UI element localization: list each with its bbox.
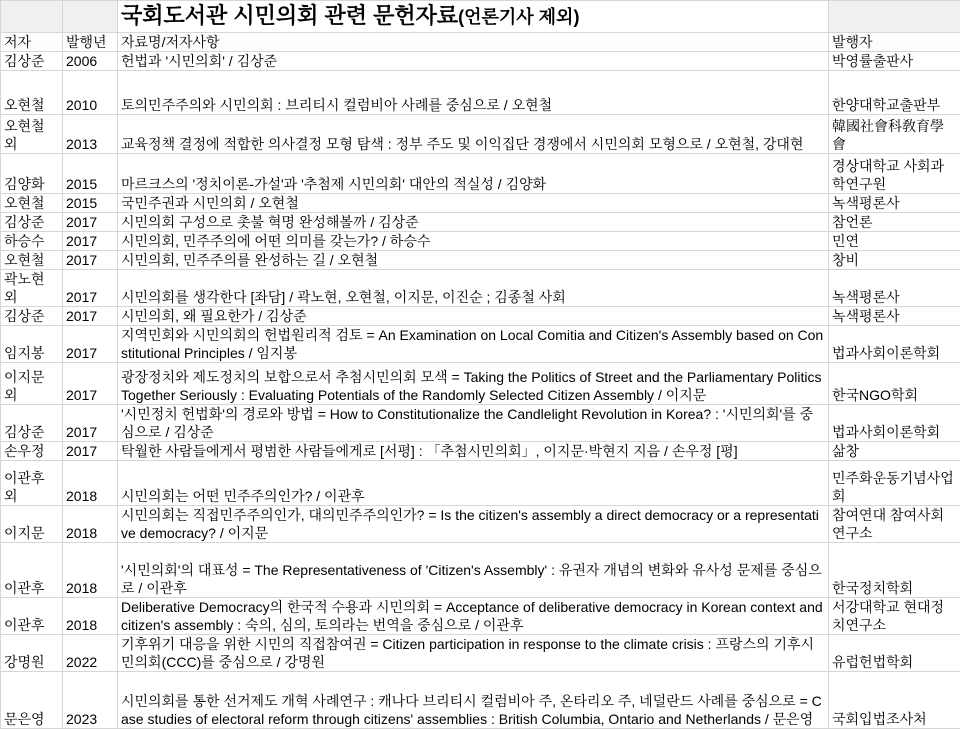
author-cell[interactable]: 이관후 — [1, 543, 63, 598]
author-cell[interactable]: 하승수 — [1, 232, 63, 251]
title-cell[interactable]: 탁월한 사람들에게서 평범한 사람들에게로 [서평] : 「추첨시민의회」, 이지문·박현지 지음 / 손우정 [평] — [118, 442, 829, 461]
publisher-cell[interactable]: 한국정치학회 — [829, 543, 960, 598]
publisher-cell[interactable]: 창비 — [829, 251, 960, 270]
title-cell[interactable]: 시민의회, 민주주의를 완성하는 길 / 오현철 — [118, 251, 829, 270]
author-cell[interactable]: 강명원 — [1, 635, 63, 672]
title-cell[interactable]: 시민의회를 통한 선거제도 개혁 사례연구 : 캐나다 브리티시 컬럼비아 주, 온타리오 주, 네덜란드 사례를 중심으로 = Case studies of electoral reform through citizens' assemblies : British Columbia, Ontario and Netherlands / 문은영 — [118, 672, 829, 729]
publisher-cell[interactable]: 서강대학교 현대정치연구소 — [829, 598, 960, 635]
author-cell[interactable]: 오현철 외 — [1, 115, 63, 154]
title-cell[interactable]: Deliberative Democracy의 한국적 수용과 시민의회 = Acceptance of deliberative democracy in Korean context and citizen's assembly : 숙의, 심의, 토의라는 번역을 중심으로 / 이관후 — [118, 598, 829, 635]
year-cell[interactable]: 2017 — [63, 363, 118, 405]
publisher-cell[interactable]: 국회입법조사처 — [829, 672, 960, 729]
author-cell[interactable]: 김상준 — [1, 405, 63, 442]
publisher-cell[interactable]: 민연 — [829, 232, 960, 251]
year-cell[interactable]: 2017 — [63, 405, 118, 442]
year-cell[interactable]: 2017 — [63, 232, 118, 251]
year-cell[interactable]: 2018 — [63, 543, 118, 598]
title-cell[interactable]: 시민의회, 왜 필요한가 / 김상준 — [118, 307, 829, 326]
table-row — [1, 405, 960, 442]
author-cell[interactable]: 문은영 — [1, 672, 63, 729]
table-body — [1, 1, 960, 729]
year-cell[interactable]: 2015 — [63, 154, 118, 194]
publisher-cell[interactable]: 참언론 — [829, 213, 960, 232]
title-cell[interactable]: 시민의회는 어떤 민주주의인가? / 이관후 — [118, 461, 829, 506]
table-row — [1, 442, 960, 461]
year-cell[interactable]: 2022 — [63, 635, 118, 672]
table-row — [1, 326, 960, 363]
header-row — [1, 33, 960, 52]
year-cell[interactable]: 2018 — [63, 598, 118, 635]
page-title-paren: (언론기사 제외) — [458, 7, 579, 27]
title-cell[interactable]: 광장정치와 제도정치의 보합으로서 추첨시민의회 모색 = Taking the Politics of Street and the Parliamentary Politics Together Seriously : Evaluating Potentials of the Randomly Selected Citizen Assembly / 이지문 — [118, 363, 829, 405]
publisher-cell[interactable]: 민주화운동기념사업회 — [829, 461, 960, 506]
title-cell[interactable]: 시민의회를 생각한다 [좌담] / 곽노현, 오현철, 이지문, 이진순 ; 김종철 사회 — [118, 270, 829, 307]
year-cell[interactable]: 2015 — [63, 194, 118, 213]
year-cell[interactable]: 2017 — [63, 213, 118, 232]
author-cell[interactable]: 김양화 — [1, 154, 63, 194]
year-cell[interactable]: 2017 — [63, 442, 118, 461]
page-title — [118, 1, 829, 33]
title-cell[interactable]: 시민의회 구성으로 촛불 혁명 완성해볼까 / 김상준 — [118, 213, 829, 232]
author-cell[interactable]: 오현철 — [1, 71, 63, 115]
publisher-cell[interactable]: 유럽헌법학회 — [829, 635, 960, 672]
title-cell[interactable]: 지역민회와 시민의회의 헌법원리적 검토 = An Examination on Local Comitia and Citizen's Assembly based on Constitutional Principles / 임지봉 — [118, 326, 829, 363]
author-cell[interactable]: 김상준 — [1, 52, 63, 71]
publisher-cell[interactable]: 참여연대 참여사회연구소 — [829, 506, 960, 543]
author-cell[interactable]: 이관후 외 — [1, 461, 63, 506]
publisher-cell[interactable]: 경상대학교 사회과학연구원 — [829, 154, 960, 194]
table-row — [1, 307, 960, 326]
author-cell[interactable]: 곽노현 외 — [1, 270, 63, 307]
author-cell[interactable]: 이관후 — [1, 598, 63, 635]
publisher-cell[interactable]: 법과사회이론학회 — [829, 326, 960, 363]
publisher-cell[interactable]: 법과사회이론학회 — [829, 405, 960, 442]
publisher-cell[interactable]: 삶창 — [829, 442, 960, 461]
empty-cell[interactable] — [829, 1, 960, 33]
author-cell[interactable]: 김상준 — [1, 307, 63, 326]
table-row — [1, 270, 960, 307]
publisher-cell[interactable]: 녹색평론사 — [829, 270, 960, 307]
publisher-cell[interactable]: 박영률출판사 — [829, 52, 960, 71]
publisher-cell[interactable]: 한양대학교출판부 — [829, 71, 960, 115]
publisher-cell[interactable]: 韓國社會科敎育學會 — [829, 115, 960, 154]
year-cell[interactable]: 2017 — [63, 251, 118, 270]
year-cell[interactable]: 2017 — [63, 326, 118, 363]
title-cell[interactable]: 토의민주주의와 시민의회 : 브리티시 컬럼비아 사례를 중심으로 / 오현철 — [118, 71, 829, 115]
table-row — [1, 213, 960, 232]
year-cell[interactable]: 2006 — [63, 52, 118, 71]
author-cell[interactable]: 손우정 — [1, 442, 63, 461]
year-cell[interactable]: 2013 — [63, 115, 118, 154]
author-cell[interactable]: 김상준 — [1, 213, 63, 232]
table-row — [1, 52, 960, 71]
author-cell[interactable]: 이지문 — [1, 506, 63, 543]
table-row — [1, 598, 960, 635]
column-header-author[interactable]: 저자 — [1, 33, 63, 52]
column-header-year[interactable]: 발행년 — [63, 33, 118, 52]
title-row — [1, 1, 960, 33]
year-cell[interactable]: 2017 — [63, 307, 118, 326]
author-cell[interactable]: 오현철 — [1, 251, 63, 270]
table-row — [1, 71, 960, 115]
title-cell[interactable]: 헌법과 '시민의회' / 김상준 — [118, 52, 829, 71]
table-row — [1, 232, 960, 251]
publisher-cell[interactable]: 한국NGO학회 — [829, 363, 960, 405]
title-cell[interactable]: 시민의회는 직접민주주의인가, 대의민주주의인가? = Is the citizen's assembly a direct democracy or a representative democracy? / 이지문 — [118, 506, 829, 543]
year-cell[interactable]: 2018 — [63, 506, 118, 543]
table-row — [1, 543, 960, 598]
table-row — [1, 115, 960, 154]
column-header-publisher[interactable]: 발행자 — [829, 33, 960, 52]
page-title-main: 국회도서관 시민의회 관련 문헌자료 — [121, 3, 458, 28]
title-cell[interactable]: 기후위기 대응을 위한 시민의 직접참여권 = Citizen participation in response to the climate crisis : 프랑스의 기후시민의회(CCC)를 중심으로 / 강명원 — [118, 635, 829, 672]
title-cell[interactable]: '시민정치 헌법화'의 경로와 방법 = How to Constitutionalize the Candlelight Revolution in Korea? : '시민의회'를 중심으로 / 김상준 — [118, 405, 829, 442]
year-cell[interactable]: 2018 — [63, 461, 118, 506]
publisher-cell[interactable]: 녹색평론사 — [829, 307, 960, 326]
empty-cell[interactable] — [63, 1, 118, 33]
table-row — [1, 635, 960, 672]
title-cell[interactable]: 교육정책 결정에 적합한 의사결정 모형 탐색 : 정부 주도 및 이익집단 경쟁에서 시민의회 모형으로 / 오현철, 강대현 — [118, 115, 829, 154]
author-cell[interactable]: 임지봉 — [1, 326, 63, 363]
title-cell[interactable]: '시민의회'의 대표성 = The Representativeness of 'Citizen's Assembly' : 유권자 개념의 변화와 유사성 문제를 중심으로 / 이관후 — [118, 543, 829, 598]
table-row — [1, 506, 960, 543]
title-cell[interactable]: 마르크스의 '정치이론-가설'과 '추첨제 시민의회' 대안의 적실성 / 김양화 — [118, 154, 829, 194]
publisher-cell[interactable]: 녹색평론사 — [829, 194, 960, 213]
table-row — [1, 194, 960, 213]
table-row — [1, 363, 960, 405]
title-cell[interactable]: 국민주권과 시민의회 / 오현철 — [118, 194, 829, 213]
year-cell[interactable]: 2010 — [63, 71, 118, 115]
year-cell[interactable]: 2023 — [63, 672, 118, 729]
table-row — [1, 251, 960, 270]
year-cell[interactable]: 2017 — [63, 270, 118, 307]
author-cell[interactable]: 오현철 — [1, 194, 63, 213]
column-header-title[interactable]: 자료명/저자사항 — [118, 33, 829, 52]
table-row — [1, 154, 960, 194]
author-cell[interactable]: 이지문 외 — [1, 363, 63, 405]
empty-cell[interactable] — [1, 1, 63, 33]
table-row — [1, 461, 960, 506]
title-cell[interactable]: 시민의회, 민주주의에 어떤 의미를 갖는가? / 하승수 — [118, 232, 829, 251]
